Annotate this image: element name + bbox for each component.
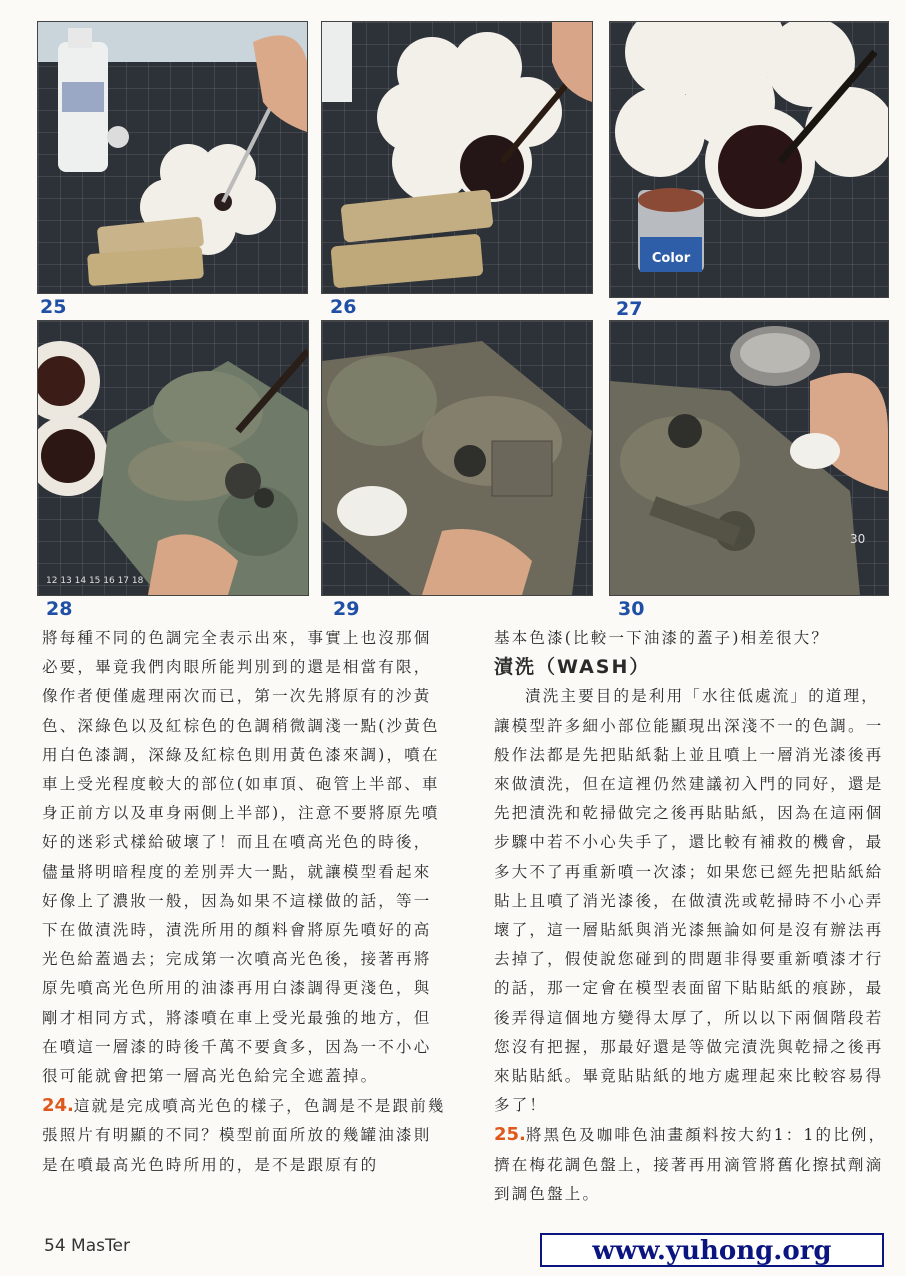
photo-29 <box>321 320 593 596</box>
caption-step-24 <box>42 1091 446 1180</box>
photo-29-image <box>322 321 592 595</box>
mat-number-text: 30 <box>850 532 866 546</box>
photo-28 <box>37 320 309 596</box>
photo-25-image <box>38 22 307 293</box>
page-number: 54 <box>44 1236 66 1256</box>
paint-can-label: Color <box>651 251 691 266</box>
photo-26-image <box>322 22 592 293</box>
photo-26 <box>321 21 593 294</box>
mat-ruler-text: 12 13 14 15 16 17 18 <box>46 576 144 586</box>
page-footer <box>44 1236 130 1256</box>
photo-number-28: 28 <box>46 598 73 620</box>
photo-number-29: 29 <box>333 598 360 620</box>
paragraph-wash: 漬洗主要目的是利用「水往低處流」的道理，讓模型許多細小部位能顯現出深淺不一的色調。一般作法都是先把貼紙黏上並且噴上一層消光漆後再來做漬洗，但在這裡仍然建議初入門的同好，還是先把漬洗和乾掃做完之後再貼貼紙，因為在這兩個步驟中若不小心失手了，還比較有補救的機會，最多大不了再重新噴一次漆；如果您已經先把貼紙給貼上且噴了消光漆後，在做漬洗或乾掃時不小心弄壞了，這一層貼紙與消光漆無論如何是沒有辦法再去掉了，假使說您碰到的問題非得要重新噴漆才行的話，那一定會在模型表面留下貼貼紙的痕跡，最後弄得這個地方變得太厚了，所以以下兩個階段若您沒有把握，那最好還是等做完漬洗與乾掃之後再來貼貼紙。畢竟貼貼紙的地方處理起來比較容易得多了！ <box>494 687 884 1115</box>
step-25-text: 將黑色及咖啡色油畫顏料按大約1：1的比例，擠在梅花調色盤上，接著再用滴管將舊化擦拭劑滴到調色盤上。 <box>494 1126 887 1203</box>
step-24-text: 這就是完成噴高光色的樣子，色調是不是跟前幾張照片有明顯的不同？模型前面所放的幾罐油漆則是在噴最高光色時所用的，是不是跟原有的 <box>42 1097 446 1174</box>
photo-30-image <box>610 321 888 595</box>
caption-step-25 <box>494 1120 892 1209</box>
paragraph-continued: 基本色漆(比較一下油漆的蓋子)相差很大？ <box>494 629 830 647</box>
photo-number-26: 26 <box>330 296 357 318</box>
step-number-25: 25. <box>494 1124 526 1146</box>
photo-number-25: 25 <box>40 296 67 318</box>
left-text-column <box>42 624 446 1180</box>
photo-27-image <box>610 22 888 297</box>
photo-25 <box>37 21 308 294</box>
watermark-box <box>540 1233 884 1267</box>
photo-28-image <box>38 321 308 595</box>
right-text-column <box>494 624 892 1209</box>
paragraph-highlight: 將每種不同的色調完全表示出來，事實上也沒那個必要，畢竟我們肉眼所能判別到的還是相當有限，像作者便僅處理兩次而已，第一次先將原有的沙黃色、深綠色以及紅棕色的色調稍微調淺一點(沙黃色用白色漆調，深綠及紅棕色則用黃色漆來調)，噴在車上受光程度較大的部位(如車頂、砲管上半部、車身正前方以及車身兩側上半部)，注意不要將原先噴好的迷彩式樣給破壞了！而且在噴高光色的時後，儘量將明暗程度的差別弄大一點，就讓模型看起來好像上了濃妝一般，因為如果不這樣做的話，等一下在做漬洗時，漬洗所用的顏料會將原先噴好的高光色給蓋過去；完成第一次噴高光色後，接著再將原先噴高光色所用的油漆再用白漆調得更淺色，與剛才相同方式，將漆噴在車上受光最強的地方，但在噴這一層漆的時後千萬不要貪多，因為一不小心很可能就會把第一層高光色給完全遮蓋掉。 <box>42 629 440 1086</box>
magazine-name: MasTer <box>71 1236 130 1256</box>
step-number-24: 24. <box>42 1095 74 1117</box>
photo-number-27: 27 <box>616 298 643 320</box>
photo-27 <box>609 21 889 298</box>
photo-30 <box>609 320 889 596</box>
watermark-text: www.yuhong.org <box>592 1236 832 1265</box>
watermark-logo <box>542 1235 882 1265</box>
section-heading-wash: 漬洗（WASH） <box>494 656 651 679</box>
photo-number-30: 30 <box>618 598 645 620</box>
